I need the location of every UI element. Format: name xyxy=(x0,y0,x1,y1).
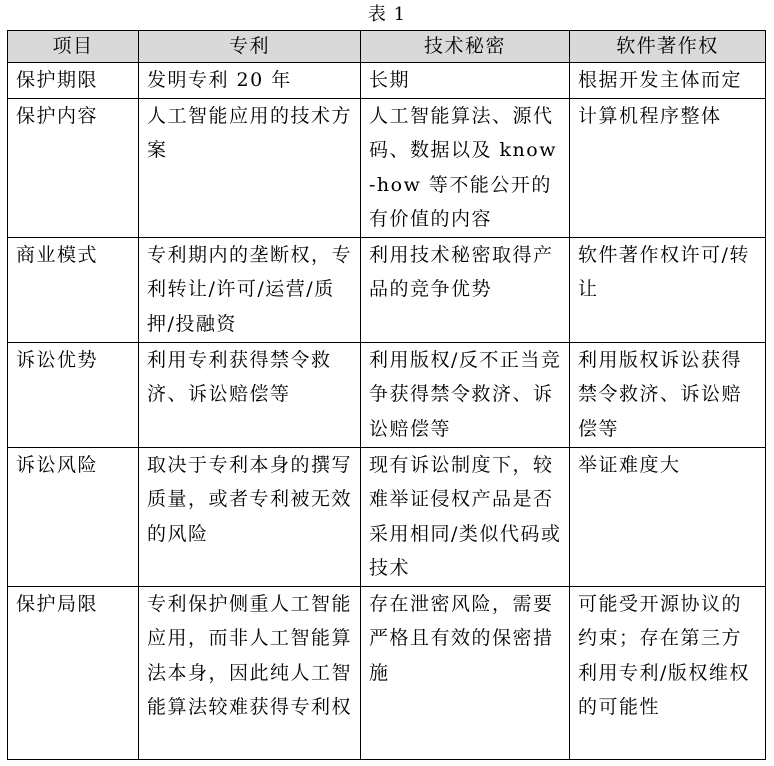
row-label: 诉讼风险 xyxy=(8,447,139,586)
trade-secret-cell: 利用版权/反不正当竞争获得禁令救济、诉讼赔偿等 xyxy=(361,342,570,447)
patent-cell: 人工智能应用的技术方案 xyxy=(139,98,361,237)
row-label: 保护期限 xyxy=(8,63,139,99)
software-copyright-cell: 可能受开源协议的约束；存在第三方利用专利/版权维权的可能性 xyxy=(570,586,766,759)
ip-comparison-table xyxy=(7,30,766,760)
trade-secret-cell: 人工智能算法、源代码、数据以及 know-how 等不能公开的有价值的内容 xyxy=(361,98,570,237)
row-label: 诉讼优势 xyxy=(8,342,139,447)
trade-secret-cell: 现有诉讼制度下，较难举证侵权产品是否采用相同/类似代码或技术 xyxy=(361,447,570,586)
row-label: 保护局限 xyxy=(8,586,139,759)
row-label: 保护内容 xyxy=(8,98,139,237)
table-row xyxy=(8,237,766,342)
header-item: 项目 xyxy=(8,31,139,63)
software-copyright-cell: 利用版权诉讼获得禁令救济、诉讼赔偿等 xyxy=(570,342,766,447)
header-software-copyright: 软件著作权 xyxy=(570,31,766,63)
patent-cell: 取决于专利本身的撰写质量，或者专利被无效的风险 xyxy=(139,447,361,586)
software-copyright-cell: 举证难度大 xyxy=(570,447,766,586)
software-copyright-cell: 根据开发主体而定 xyxy=(570,63,766,99)
table-row xyxy=(8,98,766,237)
table-row xyxy=(8,63,766,99)
table-row xyxy=(8,342,766,447)
trade-secret-cell: 长期 xyxy=(361,63,570,99)
patent-cell: 发明专利 20 年 xyxy=(139,63,361,99)
patent-cell: 利用专利获得禁令救济、诉讼赔偿等 xyxy=(139,342,361,447)
header-trade-secret: 技术秘密 xyxy=(361,31,570,63)
table-header-row xyxy=(8,31,766,63)
row-label: 商业模式 xyxy=(8,237,139,342)
software-copyright-cell: 计算机程序整体 xyxy=(570,98,766,237)
patent-cell: 专利保护侧重人工智能应用，而非人工智能算法本身，因此纯人工智能算法较难获得专利权 xyxy=(139,586,361,759)
table-row xyxy=(8,586,766,759)
table-caption: 表 1 xyxy=(367,4,407,25)
trade-secret-cell: 利用技术秘密取得产品的竞争优势 xyxy=(361,237,570,342)
trade-secret-cell: 存在泄密风险，需要严格且有效的保密措施 xyxy=(361,586,570,759)
table-row xyxy=(8,447,766,586)
software-copyright-cell: 软件著作权许可/转让 xyxy=(570,237,766,342)
patent-cell: 专利期内的垄断权，专利转让/许可/运营/质押/投融资 xyxy=(139,237,361,342)
header-patent: 专利 xyxy=(139,31,361,63)
